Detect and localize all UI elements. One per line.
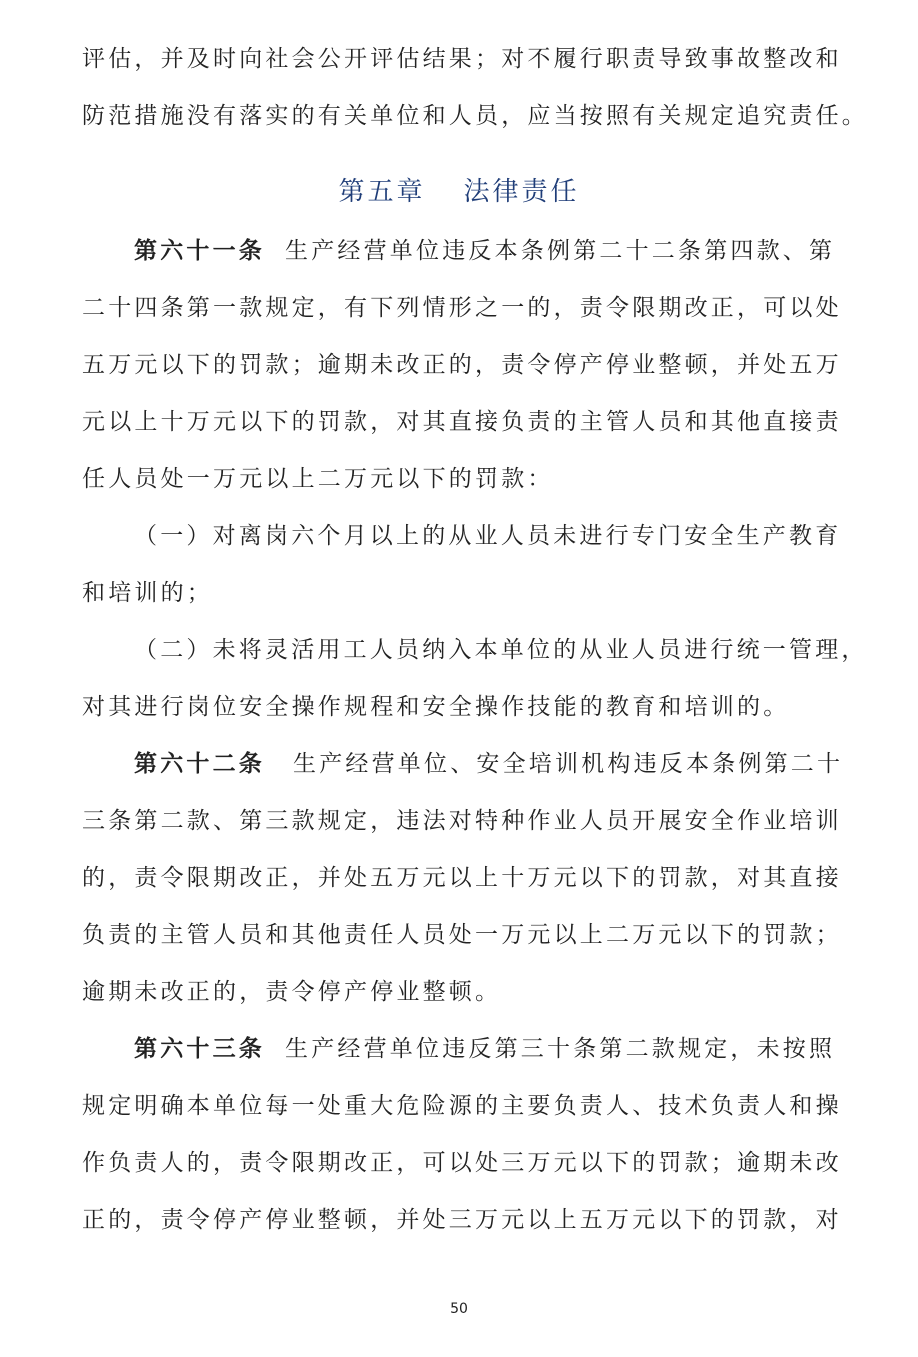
page-number: 50 [450,1301,468,1317]
intro-line: 评估，并及时向社会公开评估结果；对不履行职责导致事故整改和 [82,46,842,72]
chapter-heading [0,175,918,209]
article-63-text: 生产经营单位违反第三十条第二款规定，未按照 [285,1036,836,1062]
article-61-item-1-cont: 和培训的； [82,580,213,606]
article-61-line: 元以上十万元以下的罚款，对其直接负责的主管人员和其他直接责 [82,409,842,435]
article-62-first-line [134,749,842,779]
article-63-first-line [134,1034,842,1064]
article-63-label: 第六十三条 [134,1035,265,1062]
article-61-first-line [134,236,842,266]
chapter-number: 第五章 [338,177,426,207]
article-62-label: 第六十二条 [134,750,265,777]
chapter-title: 法律责任 [463,177,580,207]
intro-line: 防范措施没有落实的有关单位和人员，应当按照有关规定追究责任。 [82,103,868,129]
article-62-text: 生产经营单位、安全培训机构违反本条例第二十 [293,751,844,777]
article-62-line: 负责的主管人员和其他责任人员处一万元以上二万元以下的罚款； [82,922,842,948]
article-62-line: 逾期未改正的，责令停产停业整顿。 [82,979,502,1005]
article-62-line: 的，责令限期改正，并处五万元以上十万元以下的罚款，对其直接 [82,865,842,891]
article-61-item-2-cont: 对其进行岗位安全操作规程和安全操作技能的教育和培训的。 [82,694,790,720]
article-61-text: 生产经营单位违反本条例第二十二条第四款、第 [285,238,836,264]
article-63-line: 作负责人的，责令限期改正，可以处三万元以下的罚款；逾期未改 [82,1150,842,1176]
article-61-line: 五万元以下的罚款；逾期未改正的，责令停产停业整顿，并处五万 [82,352,842,378]
article-61-item-1: （一）对离岗六个月以上的从业人员未进行专门安全生产教育 [134,523,842,549]
article-61-line: 任人员处一万元以上二万元以下的罚款： [82,466,554,492]
article-61-label: 第六十一条 [134,237,265,264]
article-62-line: 三条第二款、第三款规定，违法对特种作业人员开展安全作业培训 [82,808,842,834]
article-61-item-2: （二）未将灵活用工人员纳入本单位的从业人员进行统一管理， [134,637,868,663]
article-61-line: 二十四条第一款规定，有下列情形之一的，责令限期改正，可以处 [82,295,842,321]
article-63-line: 规定明确本单位每一处重大危险源的主要负责人、技术负责人和操 [82,1093,842,1119]
article-63-line: 正的，责令停产停业整顿，并处三万元以上五万元以下的罚款，对 [82,1207,842,1233]
